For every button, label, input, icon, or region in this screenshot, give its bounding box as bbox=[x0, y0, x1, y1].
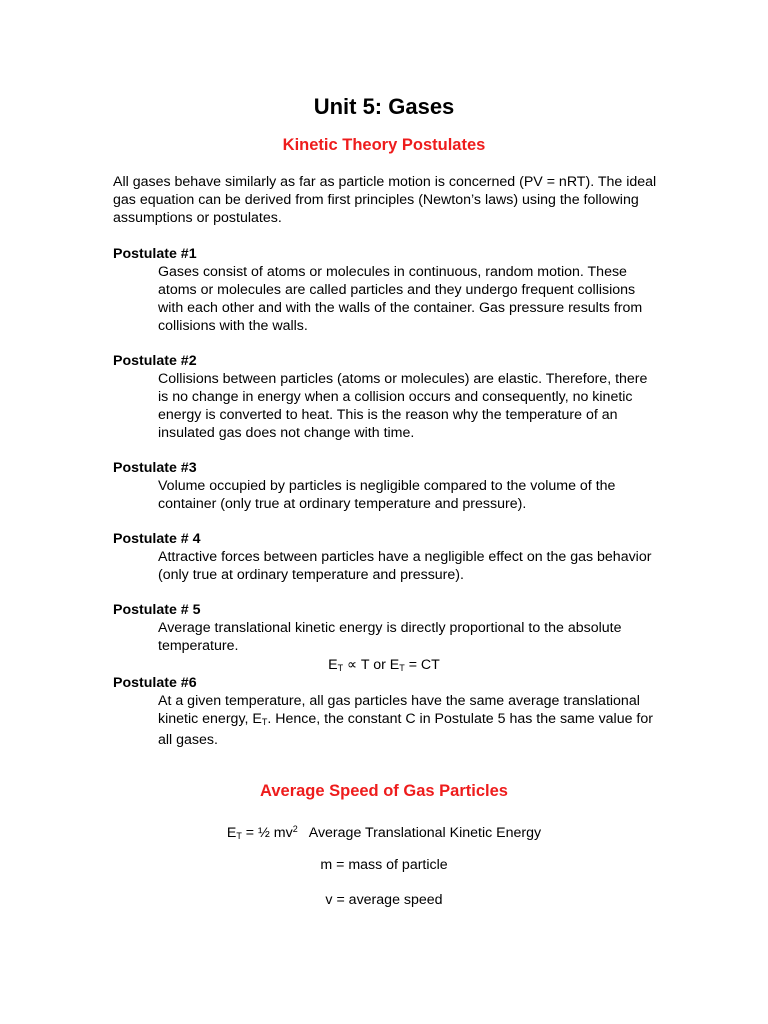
postulate-title: Postulate #3 bbox=[113, 460, 197, 476]
postulate-body: Attractive forces between particles have a negligible effect on the gas behavior (only true at ordinary temperature and pressure). bbox=[158, 549, 652, 583]
postulate-body: At a given temperature, all gas particles have the same average translational kinetic energy, $E_T$. Hence, the constant C in Postulate 5 has the same value for all gases. bbox=[158, 693, 653, 748]
postulate-body: Volume occupied by particles is negligible compared to the volume of the container (only true at ordinary temperature and pressure). bbox=[158, 478, 616, 512]
page-title: Unit 5: Gases bbox=[313, 94, 455, 119]
postulate-4 bbox=[113, 530, 658, 584]
postulate-title: Postulate #2 bbox=[113, 353, 197, 369]
postulate-body: Collisions between particles (atoms or molecules) are elastic. Therefore, there is no change in energy when a collision occurs and consequently, no kinetic energy is converted to heat. This is the reason why the temperature of an insulated gas does not change with time. bbox=[158, 371, 648, 441]
postulate-3 bbox=[113, 459, 658, 513]
postulate-title: Postulate #6 bbox=[113, 675, 197, 691]
intro-paragraph: All gases behave similarly as far as particle motion is concerned (PV = nRT). The ideal gas equation can be derived from first principles (Newton’s laws) using the following assumptions or postulates. bbox=[113, 174, 657, 226]
postulate-body: Average translational kinetic energy is directly proportional to the absolute temperature. bbox=[158, 620, 622, 654]
postulate-1 bbox=[113, 245, 658, 335]
definition-mass: m = mass of particle bbox=[320, 857, 448, 873]
section-heading-average-speed: Average Speed of Gas Particles bbox=[260, 782, 508, 800]
postulate-title: Postulate #1 bbox=[113, 246, 197, 262]
postulate-body: Gases consist of atoms or molecules in continuous, random motion. These atoms or molecules are called particles and they undergo frequent collisions with each other and with the walls of the container. Gas pressure results from collisions with the walls. bbox=[158, 264, 643, 334]
section-heading-kinetic-theory: Kinetic Theory Postulates bbox=[282, 136, 486, 154]
postulate-title: Postulate # 5 bbox=[113, 602, 201, 618]
postulate-6 bbox=[113, 674, 658, 749]
kinetic-energy-equation: $E_T$ = ½ $mv^2$ Average Translational Kinetic Energy bbox=[226, 824, 542, 841]
postulate-title: Postulate # 4 bbox=[113, 531, 201, 547]
postulate-2 bbox=[113, 352, 658, 442]
postulate-5 bbox=[113, 601, 658, 655]
definition-speed: v = average speed bbox=[325, 892, 443, 908]
proportional-equation: $E_T \propto T$ or $E_T$ = CT bbox=[328, 657, 440, 673]
